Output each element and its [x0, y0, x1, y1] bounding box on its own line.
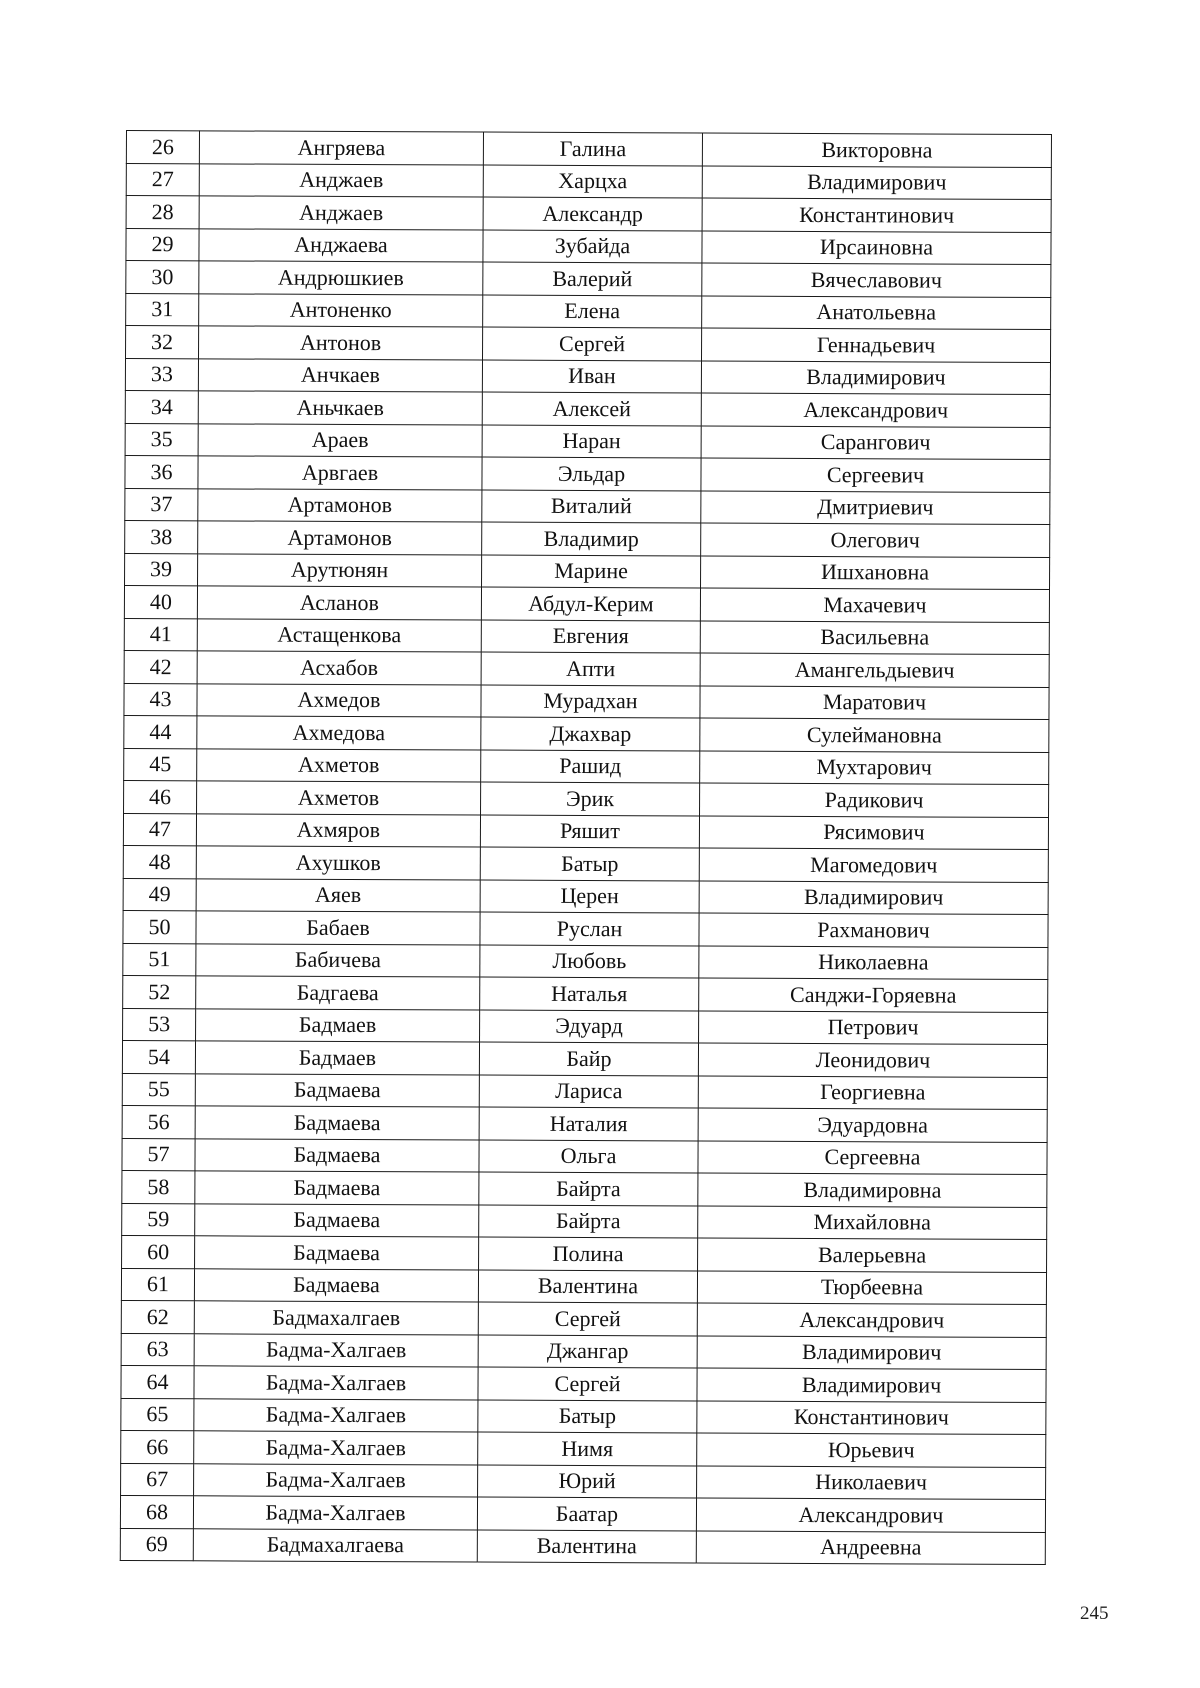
surname-cell: Арвгаев: [198, 456, 482, 490]
row-number-cell: 38: [125, 520, 198, 553]
surname-cell: Бадмахалгаев: [194, 1301, 478, 1335]
table-row: [123, 878, 1048, 915]
first-name-cell: Сергей: [483, 327, 702, 360]
patronymic-cell: Радикович: [700, 783, 1049, 817]
first-name-cell: Любовь: [480, 945, 699, 978]
surname-cell: Бадмаева: [195, 1138, 479, 1172]
row-number-cell: 69: [120, 1528, 193, 1561]
table-row: [124, 650, 1049, 687]
table-row: [121, 1333, 1046, 1370]
row-number-cell: 60: [122, 1235, 195, 1268]
first-name-cell: Батыр: [478, 1400, 697, 1433]
patronymic-cell: Тюрбеевна: [697, 1271, 1046, 1305]
row-number-cell: 62: [121, 1300, 194, 1333]
row-number-cell: 64: [121, 1365, 194, 1398]
patronymic-cell: Петрович: [699, 1011, 1048, 1045]
surname-cell: Бадма-Халгаев: [194, 1431, 478, 1465]
table-row: [121, 1300, 1046, 1337]
table-row: [125, 423, 1050, 460]
surname-cell: Бадмаева: [194, 1268, 478, 1302]
patronymic-cell: Викторовна: [702, 133, 1051, 167]
surname-cell: Бадма-Халгаев: [193, 1496, 477, 1530]
first-name-cell: Ряшит: [480, 815, 699, 848]
row-number-cell: 36: [125, 455, 198, 488]
first-name-cell: Руслан: [480, 912, 699, 945]
patronymic-cell: Санджи-Горяевна: [699, 978, 1048, 1012]
row-number-cell: 68: [120, 1495, 193, 1528]
row-number-cell: 67: [121, 1463, 194, 1496]
table-row: [124, 748, 1049, 785]
patronymic-cell: Анатольевна: [702, 296, 1051, 330]
row-number-cell: 31: [126, 293, 199, 326]
table-row: [124, 683, 1049, 720]
patronymic-cell: Николаевич: [697, 1466, 1046, 1500]
patronymic-cell: Сулеймановна: [700, 718, 1049, 752]
patronymic-cell: Александрович: [701, 393, 1050, 427]
table-row: [121, 1430, 1046, 1467]
row-number-cell: 39: [125, 553, 198, 586]
first-name-cell: Елена: [483, 295, 702, 328]
first-name-cell: Церен: [480, 880, 699, 913]
table-row: [122, 1203, 1047, 1240]
first-name-cell: Нимя: [478, 1432, 697, 1465]
table-row: [123, 1008, 1048, 1045]
surname-cell: Антоненко: [199, 293, 483, 327]
surname-cell: Бадма-Халгаев: [194, 1398, 478, 1432]
surname-cell: Бадма-Халгаев: [194, 1333, 478, 1367]
first-name-cell: Эльдар: [482, 457, 701, 490]
table-row: [122, 1235, 1047, 1272]
patronymic-cell: Владимирович: [697, 1336, 1046, 1370]
surname-cell: Артамонов: [198, 521, 482, 555]
patronymic-cell: Маратович: [700, 686, 1049, 720]
patronymic-cell: Дмитриевич: [701, 491, 1050, 525]
first-name-cell: Рашид: [481, 750, 700, 783]
first-name-cell: Харцха: [483, 165, 702, 198]
patronymic-cell: Георгиевна: [698, 1076, 1047, 1110]
row-number-cell: 46: [124, 780, 197, 813]
patronymic-cell: Рясимович: [699, 816, 1048, 850]
table-row: [125, 390, 1050, 427]
surname-cell: Астащенкова: [197, 618, 481, 652]
surname-cell: Бабаев: [196, 911, 480, 945]
surname-cell: Асхабов: [197, 651, 481, 685]
first-name-cell: Эрик: [481, 782, 700, 815]
row-number-cell: 50: [123, 910, 196, 943]
page-number: 245: [1080, 1603, 1109, 1624]
patronymic-cell: Эдуардовна: [698, 1108, 1047, 1142]
first-name-cell: Батыр: [480, 847, 699, 880]
table-body: [120, 131, 1051, 1565]
table-row: [124, 780, 1049, 817]
first-name-cell: Виталий: [482, 490, 701, 523]
patronymic-cell: Сергеевич: [701, 458, 1050, 492]
row-number-cell: 44: [124, 715, 197, 748]
table-row: [122, 1105, 1047, 1142]
patronymic-cell: Олегович: [701, 523, 1050, 557]
first-name-cell: Сергей: [478, 1367, 697, 1400]
row-number-cell: 63: [121, 1333, 194, 1366]
surname-cell: Бадмаева: [195, 1073, 479, 1107]
patronymic-cell: Сергеевна: [698, 1141, 1047, 1175]
table-row: [121, 1365, 1046, 1402]
patronymic-cell: Рахманович: [699, 913, 1048, 947]
row-number-cell: 30: [126, 261, 199, 294]
surname-cell: Аяев: [196, 878, 480, 912]
surname-cell: Анджаев: [199, 196, 483, 230]
row-number-cell: 56: [122, 1105, 195, 1138]
surname-cell: Бадма-Халгаев: [194, 1366, 478, 1400]
first-name-cell: Ольга: [479, 1140, 698, 1173]
table-row: [124, 715, 1049, 752]
surname-cell: Арутюнян: [198, 553, 482, 587]
surname-cell: Араев: [198, 423, 482, 457]
patronymic-cell: Андреевна: [696, 1531, 1045, 1565]
patronymic-cell: Леонидович: [698, 1043, 1047, 1077]
table-row: [121, 1268, 1046, 1305]
first-name-cell: Юрий: [478, 1465, 697, 1498]
surname-cell: Артамонов: [198, 488, 482, 522]
row-number-cell: 27: [126, 163, 199, 196]
surname-cell: Бадмаева: [195, 1171, 479, 1205]
patronymic-cell: Вячеславович: [702, 263, 1051, 297]
first-name-cell: Байрта: [479, 1172, 698, 1205]
table-row: [120, 1495, 1045, 1532]
table-row: [123, 910, 1048, 947]
patronymic-cell: Владимировна: [698, 1173, 1047, 1207]
first-name-cell: Наталия: [479, 1107, 698, 1140]
names-table: [120, 130, 1052, 1565]
table-row: [121, 1398, 1046, 1435]
table-row: [120, 1528, 1045, 1565]
row-number-cell: 49: [123, 878, 196, 911]
row-number-cell: 34: [125, 390, 198, 423]
patronymic-cell: Васильевна: [700, 621, 1049, 655]
first-name-cell: Наталья: [480, 977, 699, 1010]
patronymic-cell: Владимирович: [701, 361, 1050, 395]
row-number-cell: 66: [121, 1430, 194, 1463]
first-name-cell: Мурадхан: [481, 685, 700, 718]
row-number-cell: 42: [124, 650, 197, 683]
table-row: [126, 228, 1051, 265]
patronymic-cell: Юрьевич: [697, 1433, 1046, 1467]
table-row: [122, 1170, 1047, 1207]
surname-cell: Бадмаев: [195, 1041, 479, 1075]
table-row: [125, 553, 1050, 590]
patronymic-cell: Николаевна: [699, 946, 1048, 980]
table-row: [125, 520, 1050, 557]
table-row: [126, 293, 1051, 330]
first-name-cell: Джангар: [478, 1335, 697, 1368]
first-name-cell: Галина: [483, 132, 702, 165]
first-name-cell: Сергей: [478, 1302, 697, 1335]
patronymic-cell: Геннадьевич: [701, 328, 1050, 362]
table-row: [123, 943, 1048, 980]
first-name-cell: Байр: [479, 1042, 698, 1075]
first-name-cell: Валерий: [483, 262, 702, 295]
table-row: [121, 1463, 1046, 1500]
surname-cell: Андрюшкиев: [199, 261, 483, 295]
table-row: [125, 455, 1050, 492]
first-name-cell: Апти: [481, 652, 700, 685]
first-name-cell: Полина: [479, 1237, 698, 1270]
patronymic-cell: Амангельдыевич: [700, 653, 1049, 687]
patronymic-cell: Махачевич: [700, 588, 1049, 622]
row-number-cell: 32: [126, 326, 199, 359]
first-name-cell: Эдуард: [480, 1010, 699, 1043]
table-row: [123, 813, 1048, 850]
row-number-cell: 41: [124, 618, 197, 651]
surname-cell: Бадмаева: [195, 1203, 479, 1237]
surname-cell: Анджаев: [199, 163, 483, 197]
first-name-cell: Байрта: [479, 1205, 698, 1238]
patronymic-cell: Александрович: [696, 1498, 1045, 1532]
surname-cell: Бабичева: [196, 943, 480, 977]
first-name-cell: Баатар: [477, 1497, 696, 1530]
table-row: [125, 358, 1050, 395]
surname-cell: Асланов: [197, 586, 481, 620]
row-number-cell: 37: [125, 488, 198, 521]
patronymic-cell: Константинович: [702, 198, 1051, 232]
table-row: [126, 326, 1051, 363]
patronymic-cell: Валерьевна: [698, 1238, 1047, 1272]
surname-cell: Ахушков: [196, 846, 480, 880]
surname-cell: Ахмедова: [197, 716, 481, 750]
first-name-cell: Валентина: [478, 1270, 697, 1303]
first-name-cell: Зубайда: [483, 230, 702, 263]
row-number-cell: 51: [123, 943, 196, 976]
patronymic-cell: Магомедович: [699, 848, 1048, 882]
surname-cell: Ахметов: [197, 781, 481, 815]
surname-cell: Ахмедов: [197, 683, 481, 717]
first-name-cell: Владимир: [482, 522, 701, 555]
patronymic-cell: Александрович: [697, 1303, 1046, 1337]
patronymic-cell: Владимирович: [699, 881, 1048, 915]
row-number-cell: 35: [125, 423, 198, 456]
patronymic-cell: Ирсаиновна: [702, 231, 1051, 265]
surname-cell: Анчкаев: [198, 358, 482, 392]
patronymic-cell: Мухтарович: [700, 751, 1049, 785]
first-name-cell: Алексей: [482, 392, 701, 425]
table-row: [126, 196, 1051, 233]
first-name-cell: Валентина: [477, 1530, 696, 1563]
surname-cell: Бадмаева: [195, 1236, 479, 1270]
row-number-cell: 40: [124, 585, 197, 618]
surname-cell: Анджаева: [199, 228, 483, 262]
first-name-cell: Иван: [482, 360, 701, 393]
row-number-cell: 55: [122, 1073, 195, 1106]
first-name-cell: Александр: [483, 197, 702, 230]
surname-cell: Ахметов: [197, 748, 481, 782]
row-number-cell: 45: [124, 748, 197, 781]
patronymic-cell: Владимирович: [702, 166, 1051, 200]
first-name-cell: Абдул-Керим: [481, 587, 700, 620]
surname-cell: Бадмаева: [195, 1106, 479, 1140]
patronymic-cell: Константинович: [697, 1401, 1046, 1435]
row-number-cell: 59: [122, 1203, 195, 1236]
surname-cell: Бадгаева: [196, 976, 480, 1010]
surname-cell: Бадма-Халгаев: [194, 1463, 478, 1497]
row-number-cell: 43: [124, 683, 197, 716]
patronymic-cell: Ишхановна: [701, 556, 1050, 590]
row-number-cell: 65: [121, 1398, 194, 1431]
surname-cell: Бадмахалгаева: [193, 1528, 477, 1562]
table-row: [126, 261, 1051, 298]
first-name-cell: Марине: [482, 555, 701, 588]
row-number-cell: 61: [121, 1268, 194, 1301]
table-row: [126, 131, 1051, 168]
table-row: [122, 1040, 1047, 1077]
first-name-cell: Джахвар: [481, 717, 700, 750]
table-row: [125, 488, 1050, 525]
table-row: [124, 585, 1049, 622]
patronymic-cell: Михайловна: [698, 1206, 1047, 1240]
surname-cell: Ахмяров: [196, 813, 480, 847]
row-number-cell: 29: [126, 228, 199, 261]
surname-cell: Бадмаев: [196, 1008, 480, 1042]
surname-cell: Аньчкаев: [198, 391, 482, 425]
row-number-cell: 54: [122, 1040, 195, 1073]
row-number-cell: 57: [122, 1138, 195, 1171]
first-name-cell: Наран: [482, 425, 701, 458]
patronymic-cell: Владимирович: [697, 1368, 1046, 1402]
table-row: [126, 163, 1051, 200]
row-number-cell: 58: [122, 1170, 195, 1203]
first-name-cell: Евгения: [481, 620, 700, 653]
first-name-cell: Лариса: [479, 1075, 698, 1108]
row-number-cell: 48: [123, 845, 196, 878]
row-number-cell: 26: [126, 131, 199, 164]
row-number-cell: 53: [123, 1008, 196, 1041]
surname-cell: Ангряева: [199, 131, 483, 165]
table-row: [123, 975, 1048, 1012]
patronymic-cell: Сарангович: [701, 426, 1050, 460]
table-row: [123, 845, 1048, 882]
row-number-cell: 33: [125, 358, 198, 391]
surname-cell: Антонов: [199, 326, 483, 360]
row-number-cell: 52: [123, 975, 196, 1008]
table-row: [122, 1138, 1047, 1175]
table-row: [124, 618, 1049, 655]
row-number-cell: 28: [126, 196, 199, 229]
table-row: [122, 1073, 1047, 1110]
row-number-cell: 47: [123, 813, 196, 846]
